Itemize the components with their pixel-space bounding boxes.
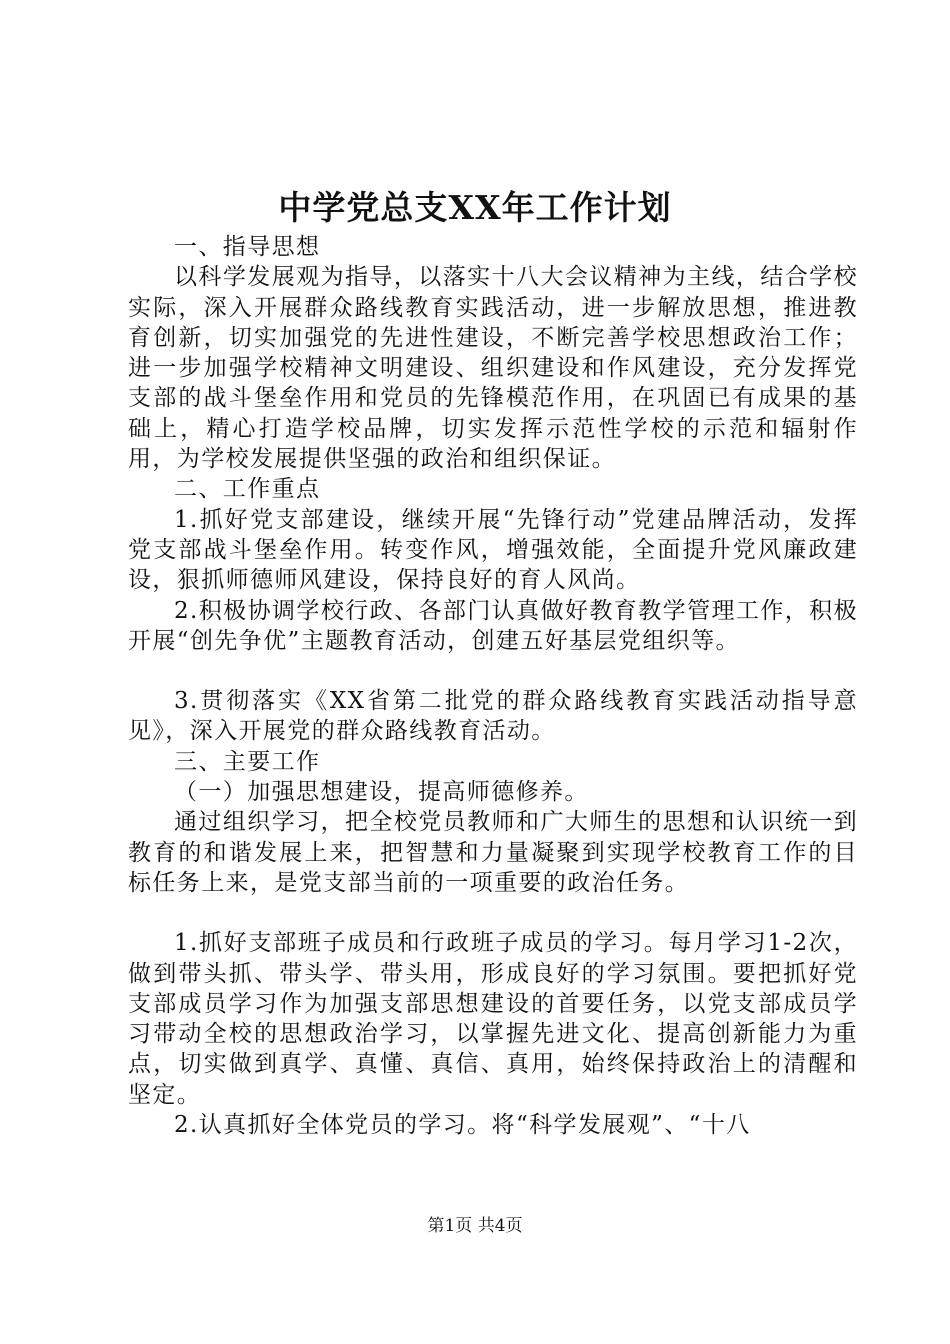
document-title: 中学党总支XX年工作计划 — [278, 188, 672, 227]
page-footer: 第1页 共4页 — [427, 1216, 523, 1236]
paragraph-work-2: 2.认真抓好全体党员的学习。将“科学发展观”、“十八 — [174, 1112, 751, 1139]
document-body — [128, 232, 858, 1140]
paragraph-ideology-building: 通过组织学习，把全校党员教师和广大师生的思想和认识统一到教育的和谐发展上来，把智慧和力量凝聚到实现学校教育工作的目标任务上来，是党支部当前的一项重要的政治任务。 — [128, 809, 858, 896]
section-heading-main-work: 三、主要工作 — [174, 748, 321, 775]
paragraph-focus-2: 2.积极协调学校行政、各部门认真做好教育教学管理工作，积极开展“创先争优”主题教育活动，创建五好基层党组织等。 — [128, 597, 858, 654]
subsection-heading-ideology-building: （一）加强思想建设，提高师德修养。 — [174, 779, 589, 806]
paragraph-focus-1: 1.抓好党支部建设，继续开展“先锋行动”党建品牌活动，发挥党支部战斗堡垒作用。转变作风，增强效能，全面提升党风廉政建设，狠抓师德师风建设，保持良好的育人风尚。 — [128, 506, 858, 594]
paragraph-focus-3: 3.贯彻落实《XX省第二批党的群众路线教育实践活动指导意见》，深入开展党的群众路线教育活动。 — [128, 688, 858, 745]
section-heading-guiding-ideology: 一、指导思想 — [174, 234, 321, 260]
paragraph-spacer — [128, 898, 858, 928]
paragraph-spacer — [128, 656, 858, 686]
paragraph-work-1: 1.抓好支部班子成员和行政班子成员的学习。每月学习1-2次，做到带头抓、带头学、带头用，形成良好的学习氛围。要把抓好党支部成员学习作为加强支部思想建设的首要任务，以党支部成员学习带动全校的思想政治学习，以掌握先进文化、提高创新能力为重点，切实做到真学、真懂、真信、真用，始终保持政治上的清醒和坚定。 — [128, 930, 858, 1108]
paragraph-guiding-ideology: 以科学发展观为指导，以落实十八大会议精神为主线，结合学校实际，深入开展群众路线教育实践活动，进一步解放思想，推进教育创新，切实加强党的先进性建设，不断完善学校思想政治工作；进一步加强学校精神文明建设、组织建设和作风建设，充分发挥党支部的战斗堡垒作用和党员的先锋模范作用，在巩固已有成果的基础上，精心打造学校品牌，切实发挥示范性学校的示范和辐射作用，为学校发展提供坚强的政治和组织保证。 — [128, 264, 858, 473]
section-heading-work-focus: 二、工作重点 — [174, 476, 321, 503]
